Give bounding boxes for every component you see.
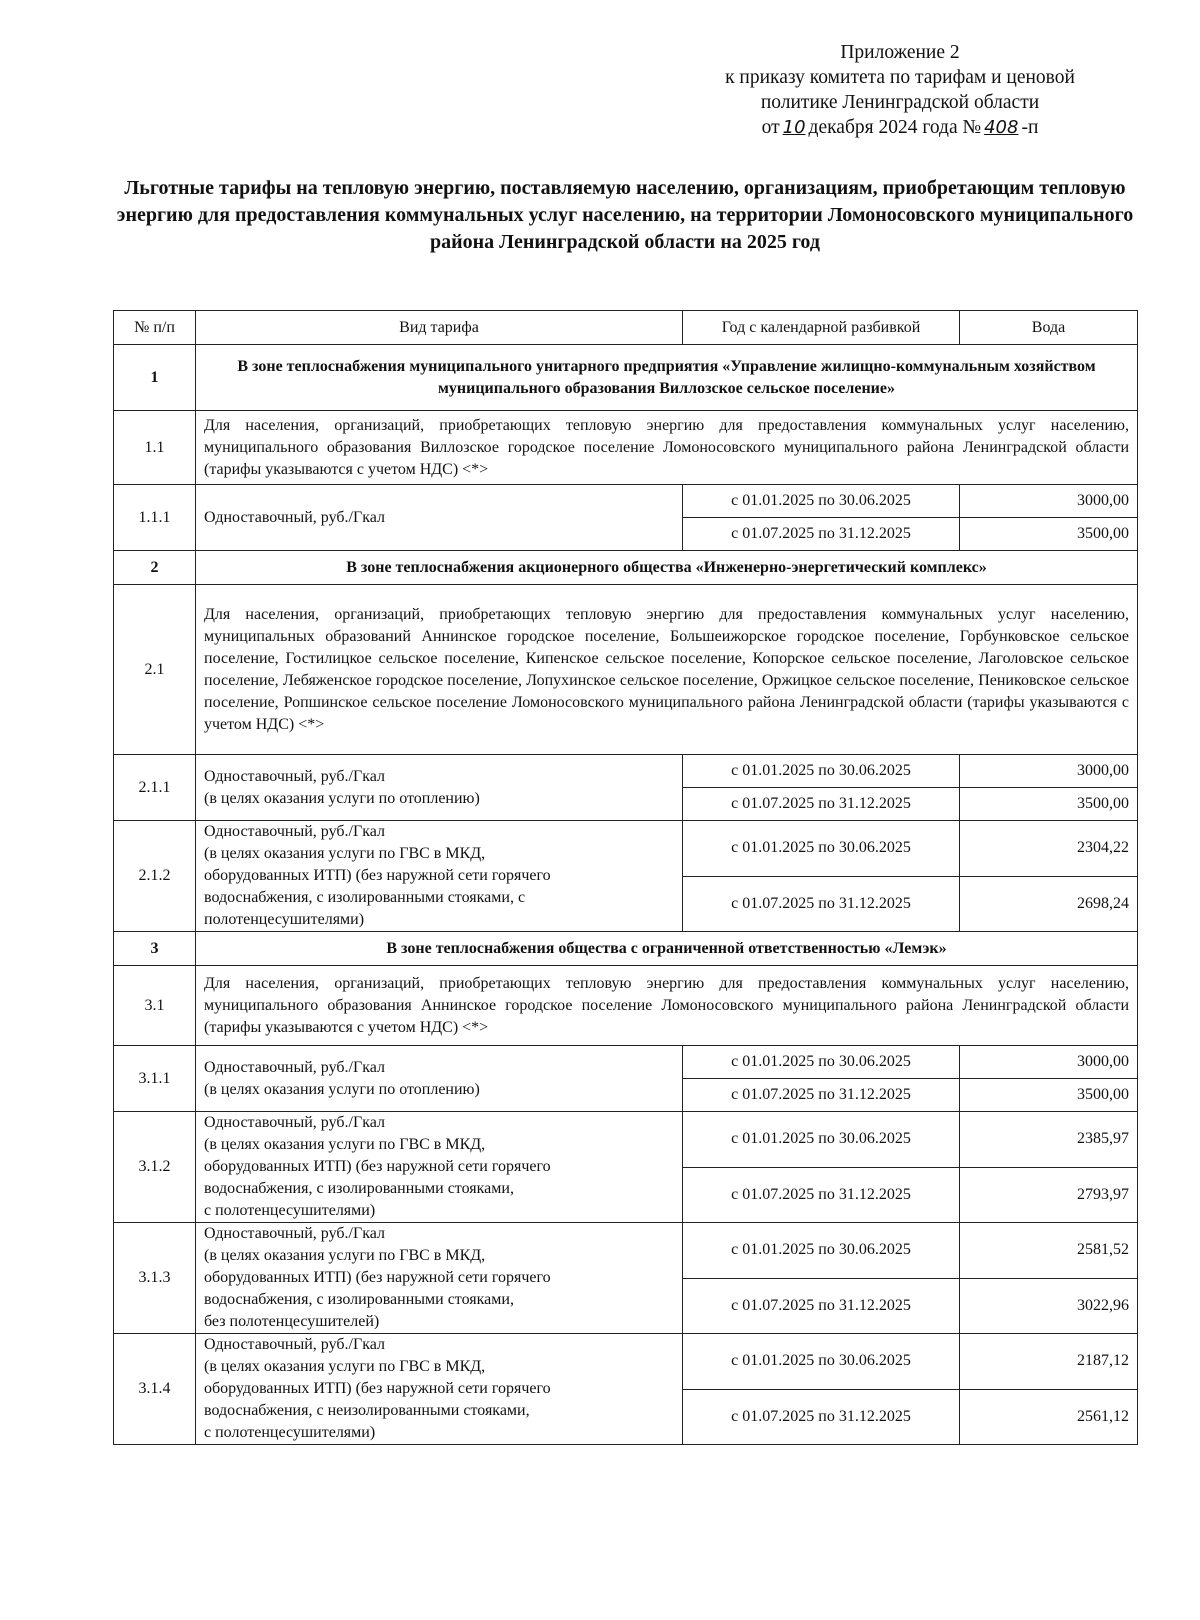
tariff-kind: Одноставочный, руб./Гкал (в целях оказания услуги по отоплению)	[196, 755, 683, 821]
period-first-half: с 01.01.2025 по 30.06.2025	[683, 1223, 960, 1279]
period-second-half: с 01.07.2025 по 31.12.2025	[683, 1278, 960, 1334]
tariff-table	[113, 310, 1138, 1445]
tariff-number: 3.1.1	[114, 1046, 196, 1112]
period-second-half: с 01.07.2025 по 31.12.2025	[683, 518, 960, 551]
subzone-row	[114, 585, 1138, 755]
tariff-kind: Одноставочный, руб./Гкал (в целях оказания услуги по ГВС в МКД, оборудованных ИТП) (без наружной сети горячего водоснабжения, с неизолированными стояками, с полотенцесушителями)	[196, 1334, 683, 1445]
period-second-half: с 01.07.2025 по 31.12.2025	[683, 788, 960, 821]
value-second-half: 3022,96	[960, 1278, 1138, 1334]
period-first-half: с 01.01.2025 по 30.06.2025	[683, 1046, 960, 1079]
period-second-half: с 01.07.2025 по 31.12.2025	[683, 1167, 960, 1223]
value-second-half: 3500,00	[960, 518, 1138, 551]
tariff-number: 2.1.2	[114, 821, 196, 932]
tariff-row	[114, 1046, 1138, 1079]
tariff-kind: Одноставочный, руб./Гкал	[196, 485, 683, 551]
value-first-half: 2385,97	[960, 1112, 1138, 1168]
tariff-kind: Одноставочный, руб./Гкал (в целях оказания услуги по ГВС в МКД, оборудованных ИТП) (без наружной сети горячего водоснабжения, с изолированными стояками, с полотенцесушителями)	[196, 821, 683, 932]
period-second-half: с 01.07.2025 по 31.12.2025	[683, 1389, 960, 1445]
value-first-half: 3000,00	[960, 1046, 1138, 1079]
tariff-row	[114, 1334, 1138, 1390]
value-first-half: 2581,52	[960, 1223, 1138, 1279]
period-first-half: с 01.01.2025 по 30.06.2025	[683, 485, 960, 518]
zone-row	[114, 345, 1138, 411]
subzone-description: Для населения, организаций, приобретающих тепловую энергию для предоставления коммунальных услуг населению, муниципального образования Виллозское городское поселение Ломоносовского муниципального района Ленинградской области (тарифы указываются с учетом НДС) <*>	[196, 411, 1138, 485]
tariff-kind: Одноставочный, руб./Гкал (в целях оказания услуги по ГВС в МКД, оборудованных ИТП) (без наружной сети горячего водоснабжения, с изолированными стояками, с полотенцесушителями)	[196, 1112, 683, 1223]
handwritten-day: 10	[782, 117, 806, 138]
tariff-number: 3.1.3	[114, 1223, 196, 1334]
period-first-half: с 01.01.2025 по 30.06.2025	[683, 821, 960, 877]
col-header-tariff-type: Вид тарифа	[196, 311, 683, 345]
period-first-half: с 01.01.2025 по 30.06.2025	[683, 1334, 960, 1390]
value-second-half: 2698,24	[960, 876, 1138, 932]
tariff-number: 2.1.1	[114, 755, 196, 821]
order-suffix: -п	[1021, 117, 1039, 138]
value-first-half: 2304,22	[960, 821, 1138, 877]
tariff-row	[114, 755, 1138, 788]
tariff-row	[114, 485, 1138, 518]
subzone-row	[114, 411, 1138, 485]
zone-row	[114, 932, 1138, 966]
tariff-kind: Одноставочный, руб./Гкал (в целях оказания услуги по ГВС в МКД, оборудованных ИТП) (без наружной сети горячего водоснабжения, с изолированными стояками, без полотенцесушителей)	[196, 1223, 683, 1334]
date-prefix: от	[761, 117, 780, 138]
tariff-kind: Одноставочный, руб./Гкал (в целях оказания услуги по отоплению)	[196, 1046, 683, 1112]
tariff-number: 1.1.1	[114, 485, 196, 551]
period-second-half: с 01.07.2025 по 31.12.2025	[683, 1079, 960, 1112]
value-second-half: 2793,97	[960, 1167, 1138, 1223]
subzone-number: 3.1	[114, 966, 196, 1046]
subzone-description: Для населения, организаций, приобретающих тепловую энергию для предоставления коммунальных услуг населению, муниципальных образований Аннинское городское поселение, Большеижорское городское поселение, Горбунковское сельское поселение, Гостилицкое сельское поселение, Кипенское сельское поселение, Копорское сельское поселение, Лаголовское сельское поселение, Лебяженское городское поселение, Лопухинское сельское поселение, Оржицкое сельское поселение, Пениковское сельское поселение, Ропшинское сельское поселение Ломоносовского муниципального района Ленинградской области (тарифы указываются с учетом НДС) <*>	[196, 585, 1138, 755]
date-middle: декабря 2024 года №	[808, 117, 982, 138]
zone-row	[114, 551, 1138, 585]
col-header-period: Год с календарной разбивкой	[683, 311, 960, 345]
table-header-row	[114, 311, 1138, 345]
zone-number: 3	[114, 932, 196, 966]
zone-number: 2	[114, 551, 196, 585]
subzone-number: 1.1	[114, 411, 196, 485]
col-header-water: Вода	[960, 311, 1138, 345]
zone-title: В зоне теплоснабжения муниципального унитарного предприятия «Управление жилищно-коммунальным хозяйством муниципального образования Виллозское сельское поселение»	[196, 345, 1138, 411]
value-first-half: 3000,00	[960, 485, 1138, 518]
value-second-half: 3500,00	[960, 788, 1138, 821]
tariff-row	[114, 821, 1138, 877]
document-title: Льготные тарифы на тепловую энергию, поставляемую населению, организациям, приобретающим тепловую энергию для предоставления коммунальных услуг населению, на территории Ломоносовского муниципального района Ленинградской области на 2025 год	[116, 177, 1134, 253]
period-first-half: с 01.01.2025 по 30.06.2025	[683, 755, 960, 788]
zone-title: В зоне теплоснабжения общества с ограниченной ответственностью «Лемэк»	[196, 932, 1138, 966]
zone-number: 1	[114, 345, 196, 411]
subzone-description: Для населения, организаций, приобретающих тепловую энергию для предоставления коммунальных услуг населению, муниципального образования Аннинское городское поселение Ломоносовского муниципального района Ленинградской области (тарифы указываются с учетом НДС) <*>	[196, 966, 1138, 1046]
value-first-half: 3000,00	[960, 755, 1138, 788]
value-first-half: 2187,12	[960, 1334, 1138, 1390]
subzone-row	[114, 966, 1138, 1046]
subzone-number: 2.1	[114, 585, 196, 755]
tariff-row	[114, 1223, 1138, 1279]
period-first-half: с 01.01.2025 по 30.06.2025	[683, 1112, 960, 1168]
tariff-number: 3.1.2	[114, 1112, 196, 1223]
value-second-half: 3500,00	[960, 1079, 1138, 1112]
tariff-number: 3.1.4	[114, 1334, 196, 1445]
value-second-half: 2561,12	[960, 1389, 1138, 1445]
appendix-number: Приложение 2	[840, 42, 960, 63]
committee-name-line: политике Ленинградской области	[760, 92, 1040, 113]
zone-title: В зоне теплоснабжения акционерного общества «Инженерно-энергетический комплекс»	[196, 551, 1138, 585]
tariff-row	[114, 1112, 1138, 1168]
order-reference-line: к приказу комитета по тарифам и ценовой	[725, 67, 1075, 88]
handwritten-order-number: 408	[984, 117, 1019, 138]
col-header-number: № п/п	[114, 311, 196, 345]
appendix-header	[670, 40, 1130, 140]
order-date-line	[670, 115, 1130, 140]
period-second-half: с 01.07.2025 по 31.12.2025	[683, 876, 960, 932]
